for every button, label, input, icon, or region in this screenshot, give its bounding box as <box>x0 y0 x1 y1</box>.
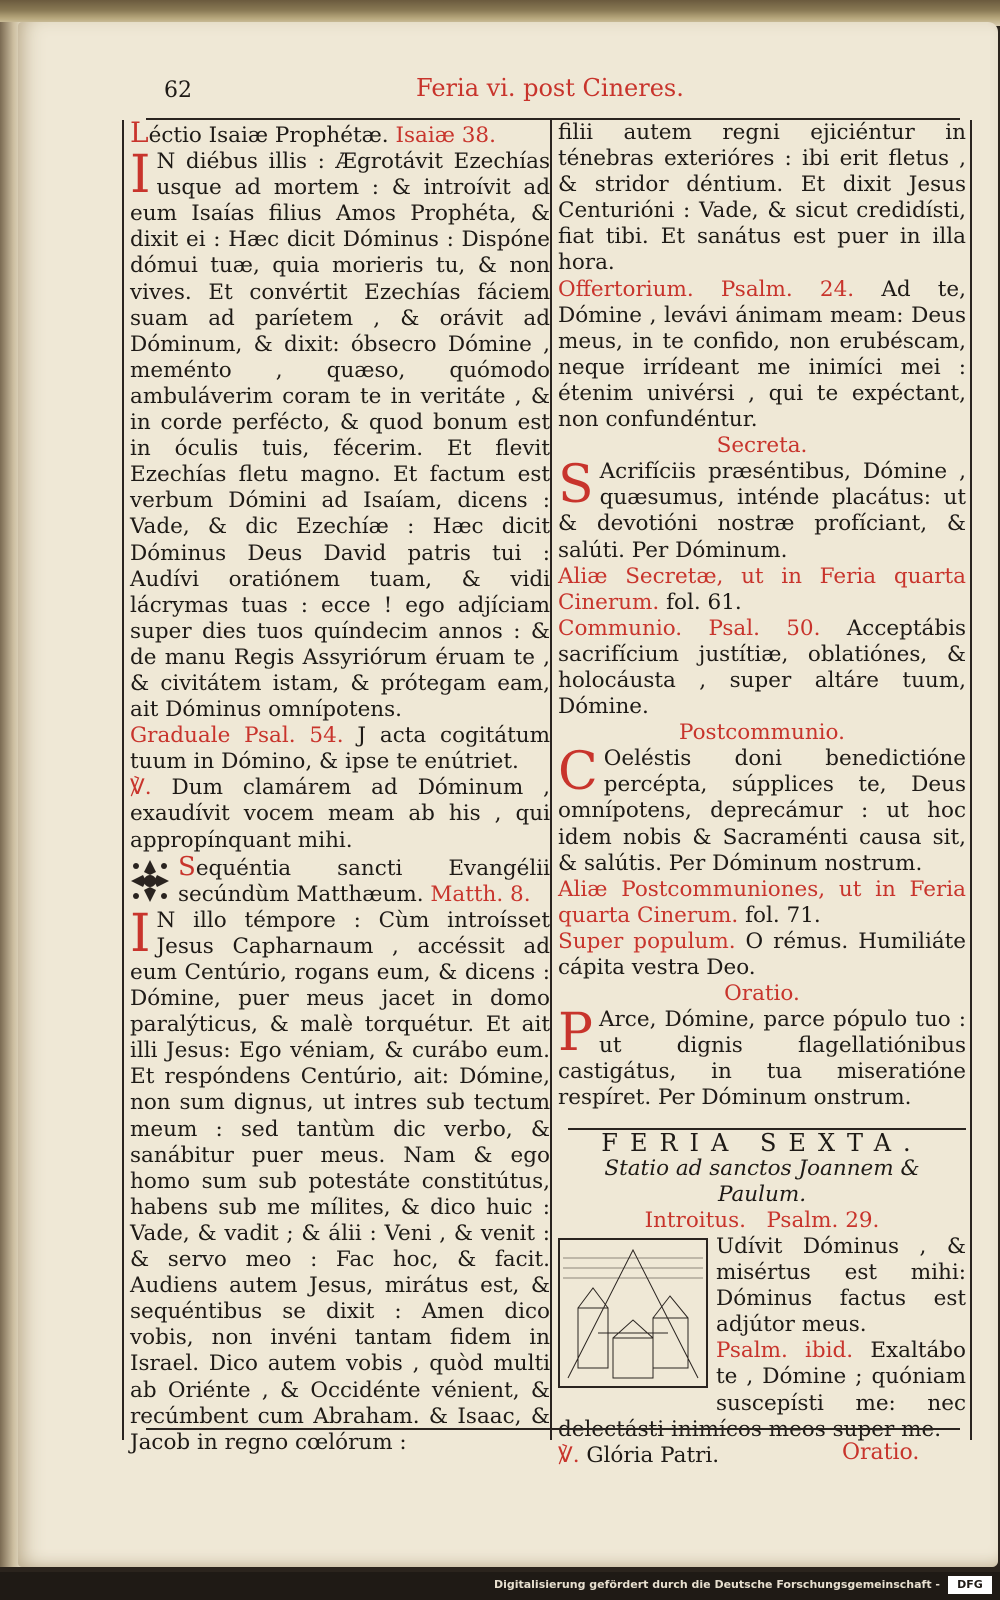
lectio-text: I N diébus illis : Ægrotávit Ezechías usque ad mortem : & introívit ad eum Isaías filius Amos Prophéta, & dixit ei : Hæc dicit Dóminus : Dispóne dómui tuæ, quia morieris tu, & non vives. Et convértit Ezechías fáciem suam ad paríetem , & orávit ad Dóminum, & dixit: óbsecro Dómine , meménto , quæso, quómodo ambuláverim coram te in veritáte , & in corde perfécto, & quod bonum est in óculis tuis, fécerim. Et flevit Ezechías fletu magno. Et factum est verbum Dómini ad Isaíam, dicens : Vade, & dic Ezechíæ : Hæc dicit Dóminus Deus David patris tui : Audívi oratiónem tuam, & vidi lácrymas tuas : ecce ! ego adjíciam super dies tuos quíndecim annos : & de manu Regis Assyriórum éruam te , & civitátem istam, & prótegam eam, ait Dóminus omnípotens. <box>130 145 550 723</box>
gospel-continuation: filii autem regni ejiciéntur in ténebras exterióres : ibi erit fletus , & stridor déntium. Et dixit Jesus Centurióni : Vade, & sicut credidísti, fiat tibi. Et sanátus est puer in illa hora. <box>558 120 966 276</box>
gloria-patri: ℣. Glória Patri. <box>558 1442 720 1468</box>
aliae-secretae: Aliæ Secretæ, ut in Feria quarta Cinerum. fol. 61. <box>558 563 966 615</box>
graduale: Graduale Psal. 54. J acta cogitátum tuum in Dómino, & ipse te enútriet. <box>130 723 550 775</box>
funding-credit: Digitalisierung gefördert durch die Deutsche Forschungsgemeinschaft - <box>493 1578 940 1591</box>
introitus-text: Udívit Dóminus , & misértus est mihi: Dóminus factus est adjútor meus. <box>558 1234 966 1338</box>
statio-line: Statio ad sanctos Joannem & Paulum. <box>604 1155 920 1207</box>
right-column <box>550 120 972 1468</box>
digitization-footer <box>0 1572 1000 1600</box>
left-column <box>122 116 550 1455</box>
footer-rule <box>146 1428 960 1430</box>
page-number: 62 <box>164 78 192 103</box>
oratio-heading: Oratio. <box>724 981 800 1007</box>
fleuron-icon <box>130 858 170 904</box>
lectio-heading: Léctio Isaiæ Prophétæ. Isaiæ 38. <box>130 116 496 149</box>
psalm-ibid: Psalm. ibid. Exaltábo te , Dómine ; quóniam suscepísti me: nec delectásti inimícos meos super me. <box>558 1338 966 1442</box>
running-title: Feria vi. post Cineres. <box>416 74 684 102</box>
aliae-postcommuniones: Aliæ Postcommuniones, ut in Feria quarta Cinerum. fol. 71. <box>558 876 966 928</box>
introitus-heading: Introitus. Psalm. 29. <box>644 1207 880 1233</box>
dfg-logo: DFG <box>948 1576 992 1594</box>
secreta-heading: Secreta. <box>716 433 808 459</box>
book-page <box>18 22 998 1567</box>
offertorium: Offertorium. Psalm. 24. Ad te, Dómine , levávi ánimam meam: Deus meus, in te confido, non erubéscam, neque irrídeant me inimíci mei : étenim univérsi , qui te expéctant, non confundéntur. <box>558 276 966 433</box>
postcommunio-heading: Postcommunio. <box>679 720 845 746</box>
page-header <box>18 74 998 114</box>
catchword: Oratio. <box>842 1440 920 1465</box>
secreta-text: S Acrifíciis præséntibus, Dómine , quæsumus, inténde placátus: ut & devotióni nostræ profíciant, & salúti. Per Dóminum. <box>558 455 966 563</box>
feria-sexta-title: FERIA SEXTA. <box>601 1128 923 1157</box>
communio: Communio. Psal. 50. Acceptábis sacrifícium justítiæ, oblatiónes, & holocáusta , super altáre tuum, Dómine. <box>558 615 967 720</box>
gospel-heading: Sequéntia sancti Evangélii secúndùm Matthæum. Matth. 8. <box>130 854 550 908</box>
oratio-text: P Arce, Dómine, parce pópulo tuo : ut dignis flagellatiónibus castigátus, in tua miseratióne respíret. Per Dóminum onstrum. <box>558 1003 966 1111</box>
super-populum: Super populum. O rémus. Humiliáte cápita vestra Deo. <box>558 928 967 980</box>
postcommunio-text: C Oeléstis doni benedictióne percépta, súpplices te, Deus omnípotens, deprecámur : ut hoc idem nobis & Sacraménti causa sit, & salútis. Per Dóminum nostrum. <box>558 742 966 876</box>
gospel-text: I N illo témpore : Cùm introísset Jesus Capharnaum , accéssit ad eum Centúrio, rogans eum, & dicens : Dómine, puer meus jacet in domo paralýticus, & malè torquétur. Et ait illi Jesus: Ego véniam, & curábo eum. Et respóndens Centúrio, ait: Dómine, non sum dignus, ut intres sub tectum meum : sed tantùm dic verbo, & sanábitur puer meus. Nam & ego homo sum sub potestáte constitútus, habens sub me mílites, & dico huic : Vade, & vadit ; & álii : Veni , & venit : & servo meo : Fac hoc, & facit. Audiens autem Jesus, mirátus est, & sequéntibus se dixit : Amen dico vobis, non invéni tantam fidem in Israel. Dico autem vobis , quòd multi ab Oriénte , & Occidénte vénient, & recúmbent cum Abraham. & Isaac, & Jacob in regno cœlórum : <box>130 903 550 1455</box>
woodcut-initial-a-icon <box>558 1238 708 1388</box>
versicle-1: ℣. Dum clamárem ad Dóminum , exaudívit vocem meam ab his , qui appropínquant mihi. <box>130 775 550 853</box>
